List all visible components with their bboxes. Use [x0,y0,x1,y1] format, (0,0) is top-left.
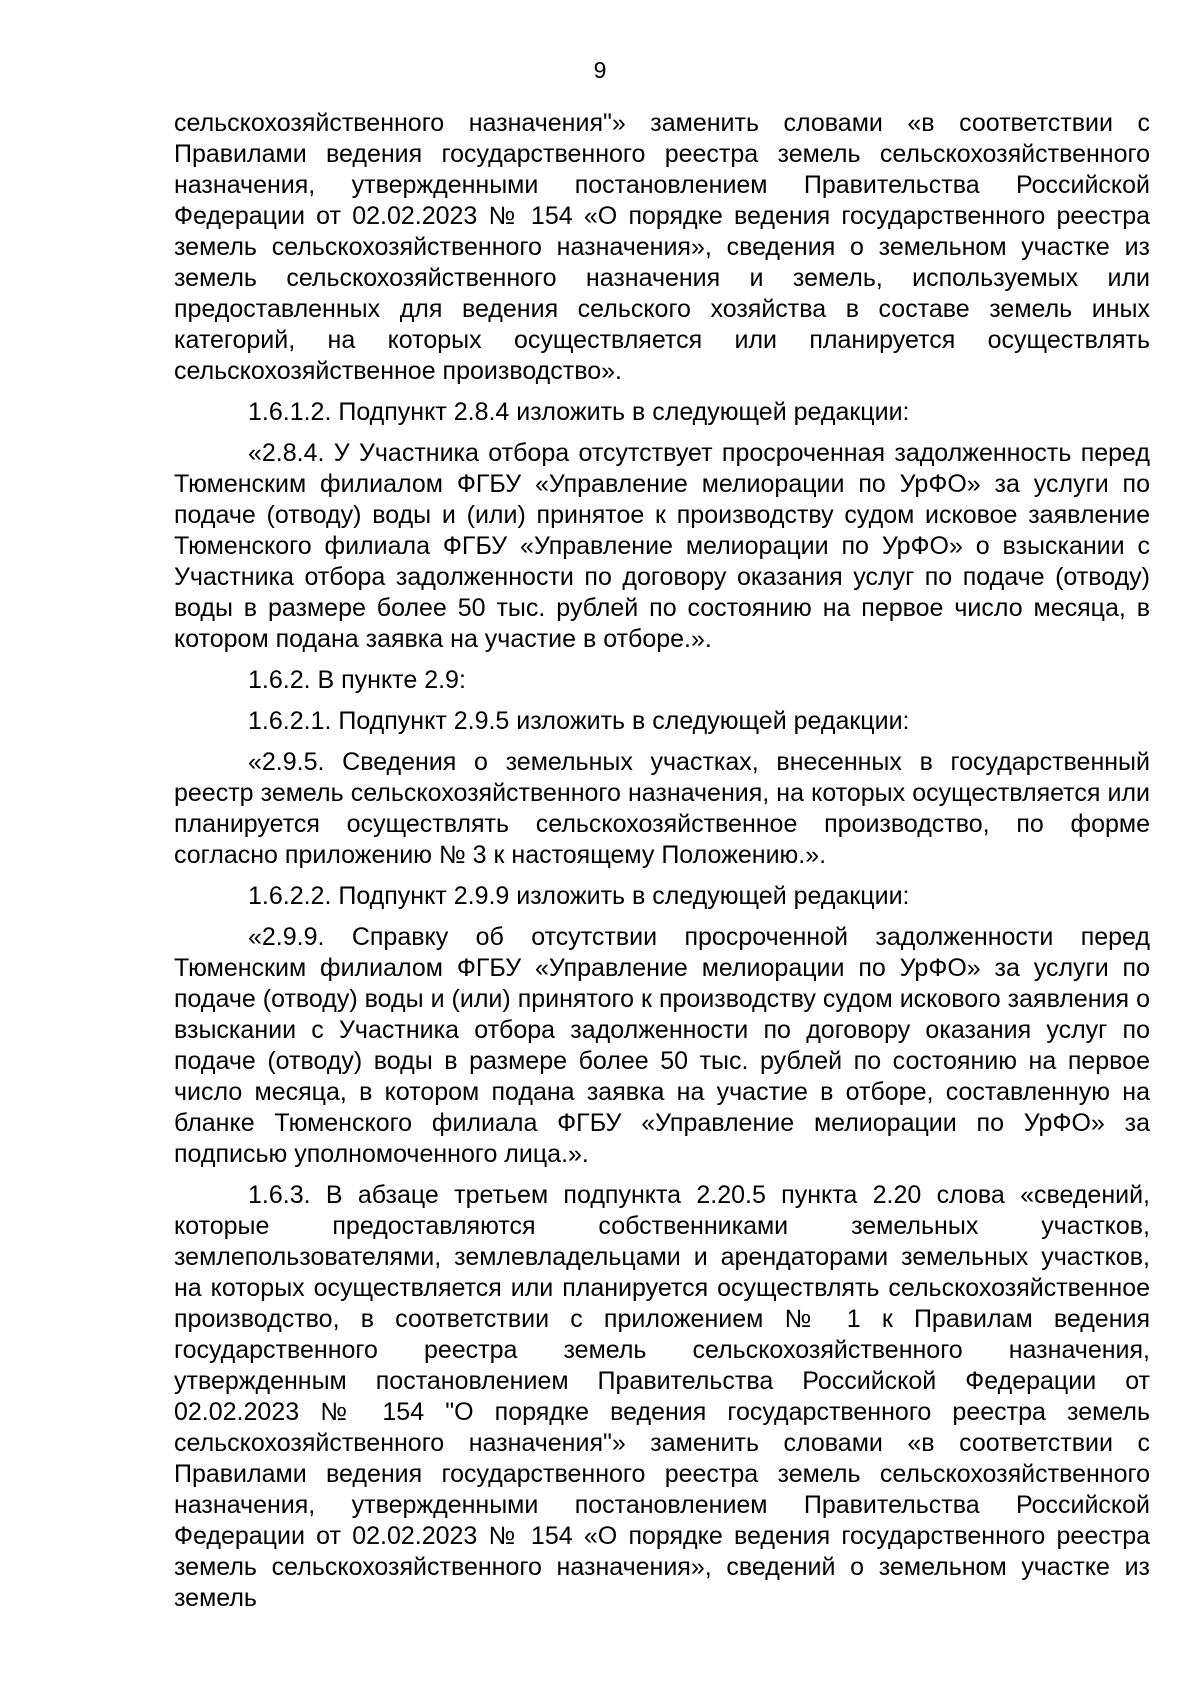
paragraph-2-9-5: «2.9.5. Сведения о земельных участках, внесенных в государственный реестр земель сельскохозяйственного назначения, на которых осуществляется или планируется осуществлять сельскохозяйственное производство, по форме согласно приложению № 3 к настоящему Положению.». [174,748,1150,869]
paragraph-1-6-3: 1.6.3. В абзаце третьем подпункта 2.20.5 пункта 2.20 слова «сведений, которые предоставляются собственниками земельных участков, землепользователями, землевладельцами и арендаторами земельных участков, на которых осуществляется или планируется осуществлять сельскохозяйственное производство, в соответствии с приложением № 1 к Правилам ведения государственного реестра земель сельскохозяйственного назначения, утвержденным постановлением Правительства Российской Федерации от 02.02.2023 № 154 "О порядке ведения государственного реестра земель сельскохозяйственного назначения"» заменить словами «в соответствии с Правилами ведения государственного реестра земель сельскохозяйственного назначения, утвержденными постановлением Правительства Российской Федерации от 02.02.2023 № 154 «О порядке ведения государственного реестра земель сельскохозяйственного назначения», сведений о земельном участке из земель [174,1181,1150,1612]
paragraph-1-6-2: 1.6.2. В пункте 2.9: [248,666,466,694]
paragraph-2-9-9: «2.9.9. Справку об отсутствии просроченной задолженности перед Тюменским филиалом ФГБУ «Управление мелиорации по УрФО» за услуги по подаче (отводу) воды и (или) принятого к производству судом искового заявления о взыскании с Участника отбора задолженности по договору оказания услуг по подаче (отводу) воды в размере более 50 тыс. рублей по состоянию на первое число месяца, в котором подана заявка на участие в отборе, составленную на бланке Тюменского филиала ФГБУ «Управление мелиорации по УрФО» за подписью уполномоченного лица.». [174,923,1150,1168]
paragraph-continuation: сельскохозяйственного назначения"» заменить словами «в соответствии с Правилами ведения государственного реестра земель сельскохозяйственного назначения, утвержденными постановлением Правительства Российской Федерации от 02.02.2023 № 154 «О порядке ведения государственного реестра земель сельскохозяйственного назначения», сведения о земельном участке из земель сельскохозяйственного назначения и земель, используемых или предоставленных для ведения сельского хозяйства в составе земель иных категорий, на которых осуществляется или планируется осуществлять сельскохозяйственное производство». [174,109,1150,385]
paragraph-2-8-4: «2.8.4. У Участника отбора отсутствует просроченная задолженность перед Тюменским филиалом ФГБУ «Управление мелиорации по УрФО» за услуги по подаче (отводу) воды и (или) принятое к производству судом исковое заявление Тюменского филиала ФГБУ «Управление мелиорации по УрФО» о взыскании с Участника отбора задолженности по договору оказания услуг по подаче (отводу) воды в размере более 50 тыс. рублей по состоянию на первое число месяца, в котором подана заявка на участие в отборе.». [174,439,1150,653]
page-number: 9 [593,57,607,83]
document-body [174,108,1150,1614]
paragraph-1-6-2-1: 1.6.2.1. Подпункт 2.9.5 изложить в следующей редакции: [248,707,910,735]
paragraph-1-6-2-2: 1.6.2.2. Подпункт 2.9.9 изложить в следующей редакции: [248,882,910,910]
paragraph-1-6-1-2: 1.6.1.2. Подпункт 2.8.4 изложить в следующей редакции: [248,398,910,426]
